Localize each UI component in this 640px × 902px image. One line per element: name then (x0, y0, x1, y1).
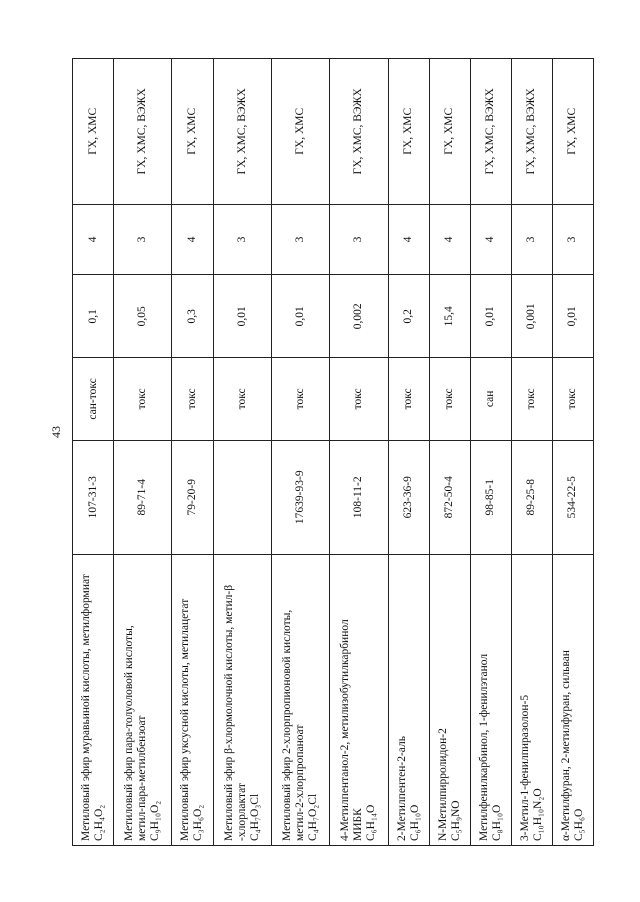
substance-name-cell (213, 554, 271, 845)
table-row (511, 59, 552, 846)
analysis-method-cell: ГХ, ХМС (388, 59, 429, 205)
hazard-indicator-cell: токс (429, 358, 470, 441)
chemical-formula: C₆H₁₄O (365, 804, 378, 841)
table-row (330, 59, 388, 846)
limit-value-cell: 0,3 (172, 275, 213, 358)
substance-name-line: Метиловый эфир муравьиной кислоты, метилформиат (80, 574, 93, 841)
substance-name-line: Метиловый эфир 2-хлорпропионовой кислоты, (281, 609, 293, 841)
table-row (73, 59, 114, 846)
limit-value-cell: 15,4 (429, 275, 470, 358)
hazard-class-cell: 3 (114, 204, 172, 275)
hazard-class-cell: 3 (271, 204, 329, 275)
hazard-indicator-cell: токс (552, 358, 593, 441)
chemical-formula: C₅H₉NO (449, 800, 462, 841)
substance-name-line: Метилфенилкарбинол, 1-фенилэтанол (477, 653, 490, 841)
analysis-method-cell: ГХ, ХМС, ВЭЖХ (330, 59, 388, 205)
hazard-class-cell: 4 (73, 204, 114, 275)
table-row (213, 59, 271, 846)
substance-name-line: 3-Метил-1-фенилпиразолон-5 (518, 694, 531, 841)
hazard-class-cell: 3 (330, 204, 388, 275)
substance-name-cell (388, 554, 429, 845)
analysis-method-cell: ГХ, ХМС (271, 59, 329, 205)
chemical-formula: C₁₀H₁₀N₂O (531, 788, 544, 841)
substance-name-line: Метиловый эфир пара-толуоловой кислоты, (123, 625, 136, 841)
hazard-indicator-cell: сан (470, 358, 511, 441)
chemical-formula: C₉H₁₀O₂ (149, 800, 162, 841)
substance-name-cell (172, 554, 213, 845)
analysis-method-cell: ГХ, ХМС (429, 59, 470, 205)
table-body (73, 59, 594, 846)
table-row (552, 59, 593, 846)
chemical-formula: C₆H₁₀O (408, 804, 421, 841)
cas-number-cell: 872-50-4 (429, 440, 470, 554)
substance-name-line: -хлорлактат (235, 783, 248, 841)
hazard-class-cell: 3 (511, 204, 552, 275)
limit-value-cell: 0,01 (470, 275, 511, 358)
limit-value-cell: 0,01 (213, 275, 271, 358)
limit-value-cell: 0,002 (330, 275, 388, 358)
analysis-method-cell: ГХ, ХМС (172, 59, 213, 205)
limit-value-cell: 0,001 (511, 275, 552, 358)
table-row (172, 59, 213, 846)
analysis-method-cell: ГХ, ХМС, ВЭЖХ (511, 59, 552, 205)
page-number: 43 (49, 426, 63, 438)
cas-number-cell: 79-20-9 (172, 440, 213, 554)
limit-value-cell: 0,05 (114, 275, 172, 358)
chemical-formula: C₅H₆O (572, 808, 585, 841)
cas-number-cell: 89-25-8 (511, 440, 552, 554)
substance-name-line: Метиловый эфир уксусной кислоты, метилацетат (179, 598, 192, 841)
hazard-indicator-cell: токс (114, 358, 172, 441)
substance-name-cell (552, 554, 593, 845)
hazard-indicator-cell: токс (511, 358, 552, 441)
hazard-class-cell: 4 (470, 204, 511, 275)
rotated-table-area (72, 58, 594, 846)
limit-value-cell: 0,01 (552, 275, 593, 358)
table-row (388, 59, 429, 846)
substance-name-line: метил-пара-метилбензоат (136, 715, 149, 841)
substances-table (72, 58, 594, 846)
table-row (429, 59, 470, 846)
limit-value-cell: 0,01 (271, 275, 329, 358)
limit-value-cell: 0,1 (73, 275, 114, 358)
cas-number-cell: 17639-93-9 (271, 440, 329, 554)
cas-number-cell: 98-85-1 (470, 440, 511, 554)
hazard-indicator-cell: токс (172, 358, 213, 441)
chemical-formula: C₂H₄O₂ (93, 804, 106, 841)
hazard-indicator-cell: токс (271, 358, 329, 441)
analysis-method-cell: ГХ, ХМС, ВЭЖХ (213, 59, 271, 205)
cas-number-cell: 108-11-2 (330, 440, 388, 554)
hazard-indicator-cell: сан-токс (73, 358, 114, 441)
hazard-class-cell: 3 (552, 204, 593, 275)
substance-name-cell (114, 554, 172, 845)
substance-name-line: α-Метилфуран, 2-метилфуран, сильван (559, 650, 572, 841)
hazard-class-cell: 3 (213, 204, 271, 275)
hazard-class-cell: 4 (388, 204, 429, 275)
chemical-formula: C₄H₇O₂Cl (307, 793, 319, 841)
cas-number-cell: 534-22-5 (552, 440, 593, 554)
cas-number-cell: 107-31-3 (73, 440, 114, 554)
substance-name-line: МИБК (352, 808, 365, 841)
chemical-formula: C₈H₁₀O (490, 804, 503, 841)
chemical-formula: C₄H₇O₃Cl (248, 793, 261, 841)
cas-number-cell: 623-36-9 (388, 440, 429, 554)
cas-number-cell (213, 440, 271, 554)
analysis-method-cell: ГХ, ХМС (552, 59, 593, 205)
substance-name-cell (330, 554, 388, 845)
substance-name-line: метил-2-хлорпропаноат (294, 724, 306, 841)
hazard-indicator-cell: токс (330, 358, 388, 441)
chemical-formula: C₃H₆O₂ (192, 804, 205, 841)
substance-name-line: 2-Метилпентен-2-аль (395, 736, 408, 841)
substance-name-line: N-Метилпирролидон-2 (436, 728, 449, 841)
substance-name-line: Метиловый эфир β-хлормолочной кислоты, метил-β (222, 584, 235, 841)
hazard-indicator-cell: токс (388, 358, 429, 441)
substance-name-cell (73, 554, 114, 845)
substance-name-cell (470, 554, 511, 845)
analysis-method-cell: ГХ, ХМС (73, 59, 114, 205)
table-row (470, 59, 511, 846)
substance-name-line: 4-Метилпентанол-2, метилизобутилкарбинол (339, 619, 352, 841)
analysis-method-cell: ГХ, ХМС, ВЭЖХ (114, 59, 172, 205)
hazard-class-cell: 4 (429, 204, 470, 275)
limit-value-cell: 0,2 (388, 275, 429, 358)
table-row (271, 59, 329, 846)
substance-name-cell (429, 554, 470, 845)
substance-name-cell (511, 554, 552, 845)
cas-number-cell: 89-71-4 (114, 440, 172, 554)
analysis-method-cell: ГХ, ХМС, ВЭЖХ (470, 59, 511, 205)
substance-name-cell (271, 554, 329, 845)
hazard-class-cell: 4 (172, 204, 213, 275)
hazard-indicator-cell: токс (213, 358, 271, 441)
table-row (114, 59, 172, 846)
